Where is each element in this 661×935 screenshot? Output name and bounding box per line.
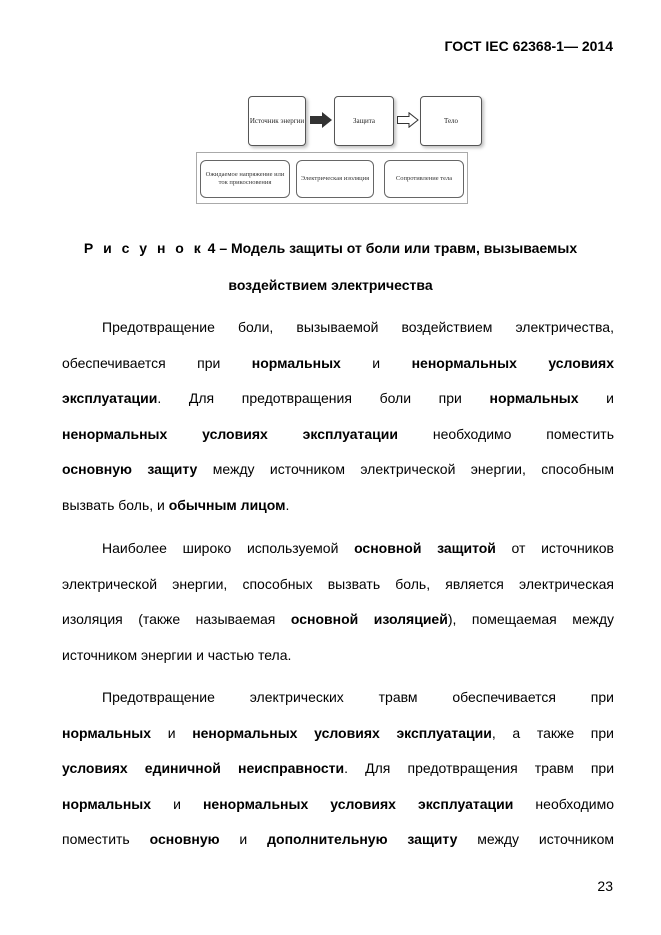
insulation-callout: Электрическая изоляция (296, 160, 374, 198)
text-run: . Для предотвращения травм при (344, 760, 615, 777)
text-run: и (151, 795, 203, 812)
text-run: вызвать боль, и (62, 496, 169, 513)
solid-arrow-icon (310, 112, 332, 128)
bold-term: основной защитой (354, 540, 496, 556)
text-run: Предотвращение боли, вызываемой воздействием электричества, (102, 319, 614, 335)
bold-term: условиях единичной неисправности (62, 760, 345, 777)
bold-term: ненормальных условиях эксплуатации (202, 795, 514, 812)
text-run: изоляция (также называемая (62, 611, 291, 628)
text-run: между источником электрической энергии, способным (197, 461, 614, 478)
caption-title-part1: 4 – Модель защиты от боли или травм, вызываемых (203, 240, 578, 256)
text-run: ), помещаемая между (447, 611, 615, 628)
text-run: необходимо поместить (398, 425, 615, 442)
text-run: источником энергии и частью тела. (62, 646, 292, 663)
text-run: и (219, 831, 268, 848)
bold-term: ненормальных условиях эксплуатации (62, 425, 398, 442)
text-run: между источником (457, 831, 614, 848)
bold-term: ненормальных условиях (411, 354, 614, 371)
bold-term: нормальных (62, 724, 152, 741)
bold-term: нормальных (62, 795, 152, 812)
text-run: Наиболее широко используемой (102, 540, 355, 556)
text-run: необходимо (513, 795, 615, 812)
bold-term: нормальных (251, 354, 341, 371)
protection-model-figure (196, 94, 468, 206)
text-run: поместить (62, 831, 150, 848)
bold-term: эксплуатации (62, 390, 158, 407)
text-run: и (151, 724, 193, 741)
text-run: от источников (495, 540, 614, 556)
bold-term: основную защиту (62, 461, 198, 478)
paragraph-3 (62, 680, 614, 858)
paragraph-2 (62, 531, 614, 673)
text-run: Предотвращение электрических травм обеспечивается при (102, 689, 614, 705)
text-run: обеспечивается при (62, 354, 252, 371)
hollow-arrow-icon (397, 112, 419, 128)
figure-caption-line2: воздействием электричества (228, 277, 433, 293)
energy-source-box: Источник энергии (248, 96, 306, 146)
text-run: , а также при (491, 724, 614, 741)
bold-term: дополнительную защиту (267, 831, 458, 848)
bold-term: основную (149, 831, 220, 848)
figure-caption-line1 (0, 240, 661, 256)
resistance-callout: Сопротивление тела (384, 160, 464, 198)
bold-term: основной изоляцией (290, 611, 448, 628)
caption-prefix: Р и с у н о к (83, 240, 204, 256)
protection-box: Защита (334, 96, 394, 146)
text-run: электрической энергии, способных вызвать боль, является электрическая (62, 575, 614, 592)
bold-term: обычным лицом (168, 496, 286, 513)
text-run: и (578, 390, 614, 407)
bold-term: нормальных (489, 390, 579, 407)
standard-code-header: ГОСТ IEC 62368-1— 2014 (444, 38, 613, 54)
text-run: . (285, 496, 290, 513)
text-run: и (340, 354, 412, 371)
voltage-callout: Ожидаемое напряжение или ток прикосновения (200, 160, 290, 198)
page-number: 23 (597, 878, 613, 894)
paragraph-1 (62, 310, 614, 524)
bold-term: ненормальных условиях эксплуатации (192, 724, 492, 741)
text-run: . Для предотвращения боли при (157, 390, 490, 407)
body-box: Тело (420, 96, 482, 146)
